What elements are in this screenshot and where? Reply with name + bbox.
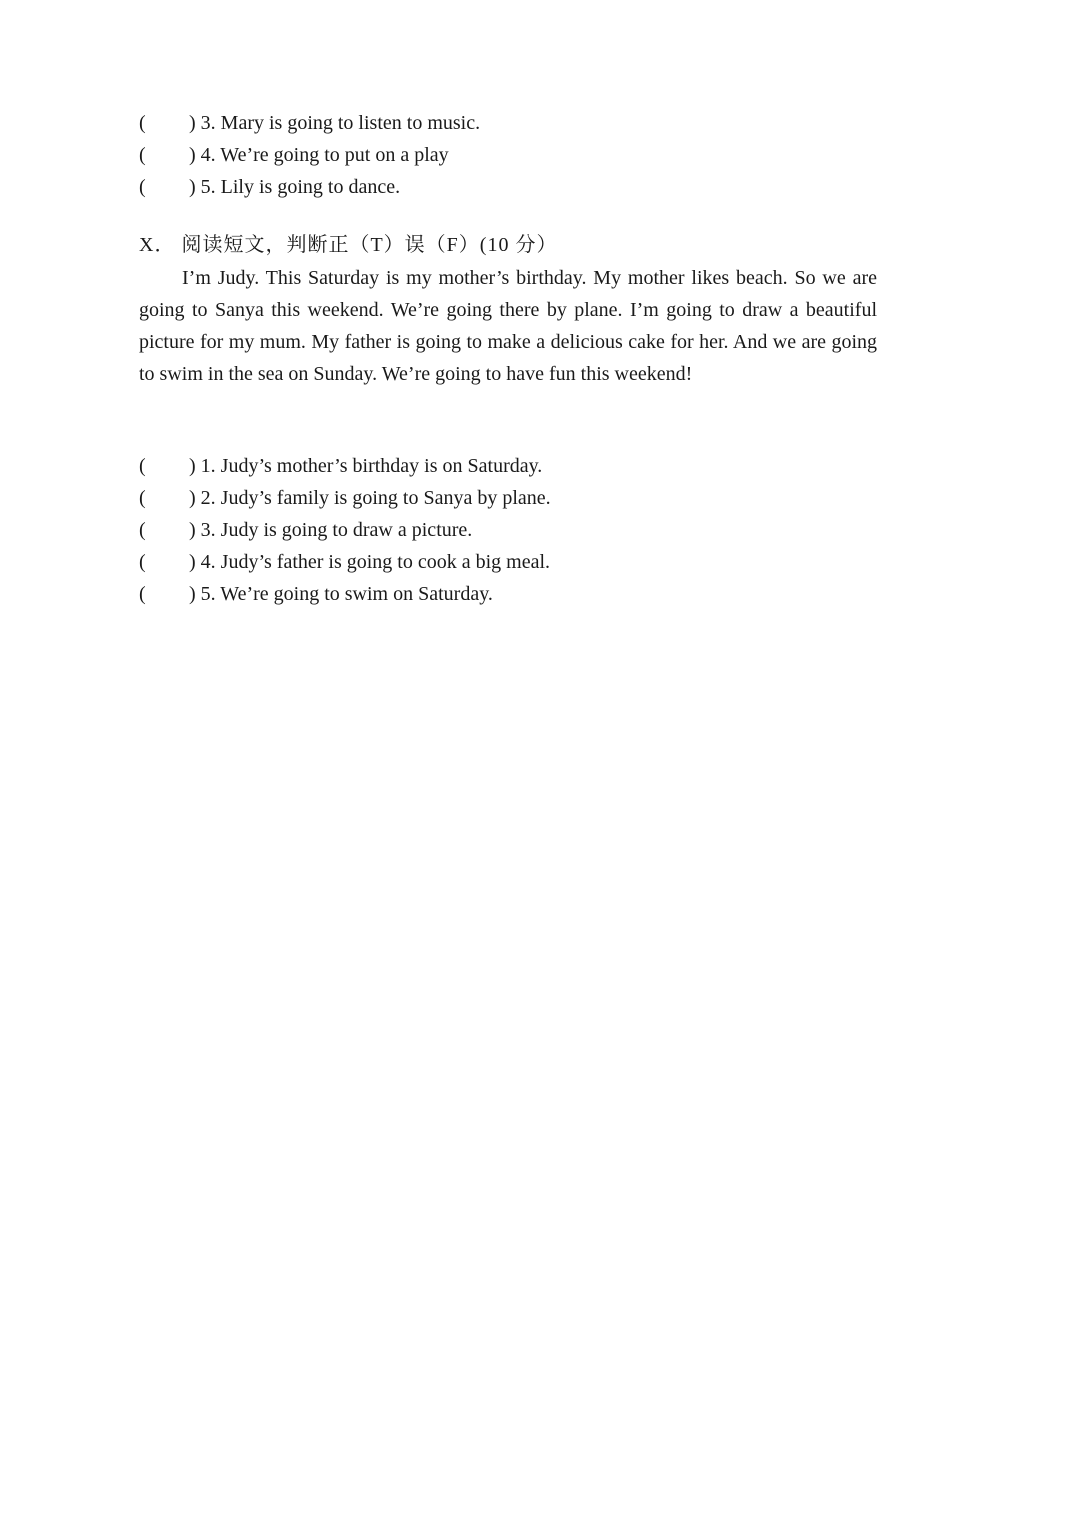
answer-blank[interactable]: ( bbox=[139, 176, 146, 198]
section-heading: X． 阅读短文，判断正（T）误（F）(10 分） bbox=[139, 234, 558, 256]
answer-blank[interactable]: ( bbox=[139, 144, 146, 166]
question-text: ) 4. We’re going to put on a play bbox=[189, 144, 449, 166]
answer-blank[interactable]: ( bbox=[139, 551, 146, 573]
question-text: ) 2. Judy’s family is going to Sanya by plane. bbox=[189, 487, 551, 509]
answer-blank[interactable]: ( bbox=[139, 455, 146, 477]
answer-blank[interactable]: ( bbox=[139, 112, 146, 134]
answer-blank[interactable]: ( bbox=[139, 487, 146, 509]
answer-blank[interactable]: ( bbox=[139, 583, 146, 605]
question-text: ) 3. Judy is going to draw a picture. bbox=[189, 519, 473, 541]
reading-passage: I’m Judy. This Saturday is my mother’s birthday. My mother likes beach. So we are going to Sanya this weekend. We’re going there by plane. I’m going to draw a beautiful picture for my mum. My father is going to make a delicious cake for her. And we are going to swim in the sea on Sunday. We’re going to have fun this weekend! bbox=[139, 267, 877, 385]
answer-blank[interactable]: ( bbox=[139, 519, 146, 541]
question-text: ) 3. Mary is going to listen to music. bbox=[189, 112, 481, 134]
question-text: ) 5. Lily is going to dance. bbox=[189, 176, 401, 198]
question-text: ) 5. We’re going to swim on Saturday. bbox=[189, 583, 493, 605]
question-text: ) 1. Judy’s mother’s birthday is on Saturday. bbox=[189, 455, 543, 477]
question-text: ) 4. Judy’s father is going to cook a big meal. bbox=[189, 551, 551, 573]
